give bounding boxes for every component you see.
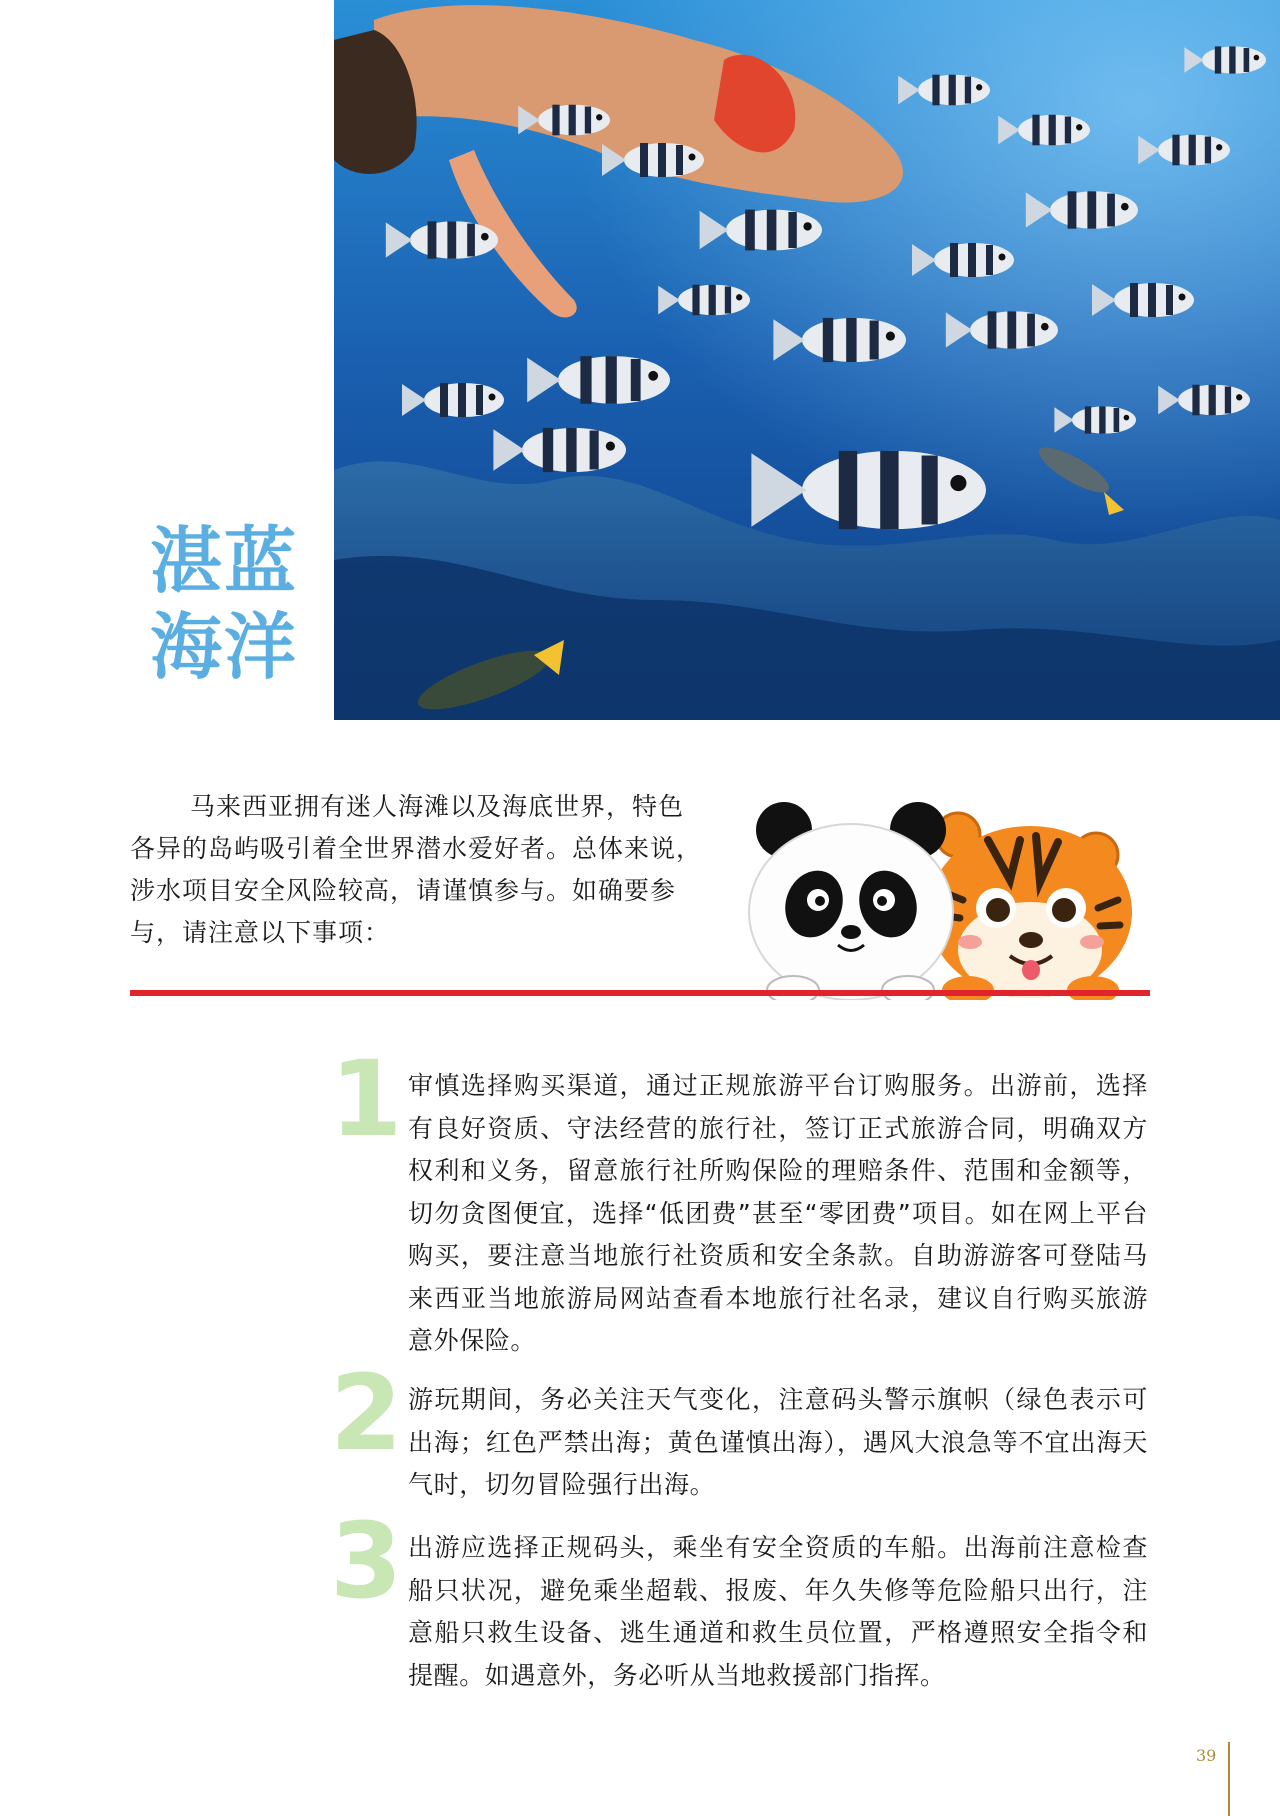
- item-text: 审慎选择购买渠道，通过正规旅游平台订购服务。出游前，选择有良好资质、守法经营的旅行社，签订正式旅游合同，明确双方权利和义务，留意旅行社所购保险的理赔条件、范围和金额等，切勿贪图便宜，选择“低团费”甚至“零团费”项目。如在网上平台购买，要注意当地旅行社资质和安全条款。自助游游客可登陆马来西亚当地旅游局网站查看本地旅行社名录，建议自行购买旅游意外保险。: [408, 1071, 1148, 1355]
- tiger-mascot: [928, 813, 1132, 1000]
- panda-mascot: [749, 802, 953, 1000]
- intro-paragraph: 马来西亚拥有迷人海滩以及海底世界，特色各异的岛屿吸引着全世界潜水爱好者。总体来说，涉水项目安全风险较高，请谨慎参与。如确要参与，请注意以下事项：: [130, 792, 703, 947]
- red-divider: [130, 990, 1150, 996]
- item-number: 2: [330, 1352, 403, 1474]
- page-number: 39: [1196, 1746, 1217, 1765]
- underwater-illustration: [334, 0, 1280, 720]
- title-line-2: 海洋: [150, 605, 299, 689]
- hero-photo: [334, 0, 1280, 720]
- item-number: 3: [330, 1500, 403, 1622]
- mascots-illustration: [748, 800, 1158, 1000]
- page-title: [150, 518, 320, 690]
- page-number-rule: [1228, 1742, 1230, 1816]
- item-number: 1: [330, 1038, 403, 1160]
- title-line-1: 湛蓝: [150, 519, 299, 603]
- item-text: 出游应选择正规码头，乘坐有安全资质的车船。出海前注意检查船只状况，避免乘坐超载、报废、年久失修等危险船只出行，注意船只救生设备、逃生通道和救生员位置，严格遵照安全指令和提醒。如遇意外，务必听从当地救援部门指挥。: [408, 1533, 1148, 1690]
- item-text: 游玩期间，务必关注天气变化，注意码头警示旗帜（绿色表示可出海；红色严禁出海；黄色谨慎出海），遇风大浪急等不宜出海天气时，切勿冒险强行出海。: [408, 1385, 1148, 1499]
